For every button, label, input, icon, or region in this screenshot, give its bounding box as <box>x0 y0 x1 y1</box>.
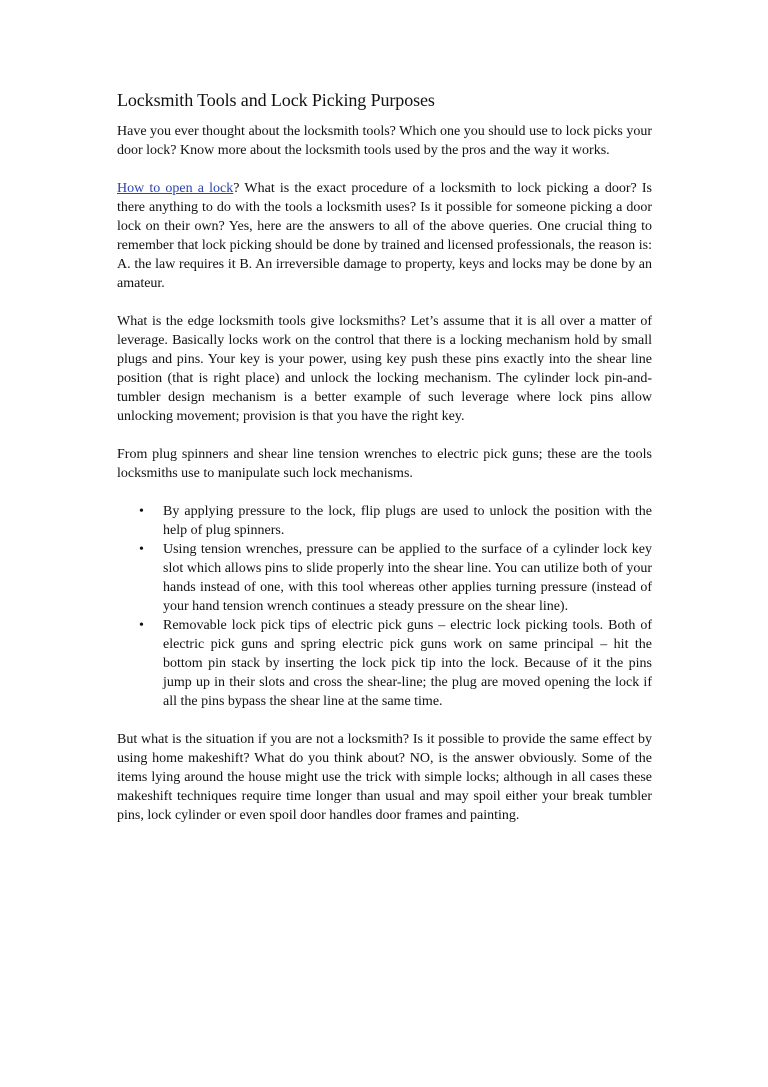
list-item <box>139 502 652 540</box>
list-item-text: By applying pressure to the lock, flip plugs are used to unlock the position with the help of plug spinners. <box>163 504 652 538</box>
leverage-paragraph: What is the edge locksmith tools give locksmiths? Let’s assume that it is all over a matter of leverage. Basically locks work on the control that there is a locking mechanism hold by small plugs and pins. Your key is your power, using key push these pins exactly into the shear line position (that is right place) and unlock the locking mechanism. The cylinder lock pin-and-tumbler design mechanism is a better example of such leverage where lock pins allow unlocking movement; provision is that you have the right key. <box>117 314 652 424</box>
page-title: Locksmith Tools and Lock Picking Purposes <box>117 90 435 110</box>
list-item-text: Using tension wrenches, pressure can be applied to the surface of a cylinder lock key slot which allows pins to slide properly into the shear line. You can utilize both of your hands instead of one, with this tool whereas other applies turning pressure (instead of your hand tension wrench continues a steady pressure on the shear line). <box>163 542 652 614</box>
open-lock-paragraph-text: ? What is the exact procedure of a locksmith to lock picking a door? Is there anything to do with the tools a locksmith uses? Is it possible for someone picking a door lock on their own? Yes, here are the answers to all of the above queries. One crucial thing to remember that lock picking should be done by trained and licensed professionals, the reason is: A. the law requires it B. An irreversible damage to property, keys and locks may be done by an amateur. <box>117 181 652 291</box>
tools-bullet-list <box>117 502 652 711</box>
intro-paragraph: Have you ever thought about the locksmith tools? Which one you should use to lock picks your door lock? Know more about the locksmith tools used by the pros and the way it works. <box>117 124 652 158</box>
list-item <box>139 540 652 616</box>
list-item-text: Removable lock pick tips of electric pick guns – electric lock picking tools. Both of electric pick guns and spring electric pick guns work on same principal – hit the bottom pin stack by inserting the lock pick tip into the lock. Because of it the pins jump up in their slots and cross the shear-line; the plug are moved opening the lock if all the pins bypass the shear line at the same time. <box>163 618 652 709</box>
bullet-icon: • <box>139 504 144 519</box>
how-to-open-a-lock-link[interactable]: How to open a lock <box>117 181 234 196</box>
open-lock-paragraph <box>117 179 652 293</box>
bullet-icon: • <box>139 542 144 557</box>
non-locksmith-paragraph: But what is the situation if you are not a locksmith? Is it possible to provide the same effect by using home makeshift? What do you think about? NO, is the answer obviously. Some of the items lying around the house might use the trick with simple locks; although in all cases these makeshift techniques require time longer than usual and may spoil either your break tumbler pins, lock cylinder or even spoil door handles door frames and painting. <box>117 732 652 823</box>
tools-paragraph: From plug spinners and shear line tension wrenches to electric pick guns; these are the tools locksmiths use to manipulate such lock mechanisms. <box>117 447 652 481</box>
list-item <box>139 616 652 711</box>
bullet-icon: • <box>139 618 144 633</box>
document-page <box>117 88 652 844</box>
